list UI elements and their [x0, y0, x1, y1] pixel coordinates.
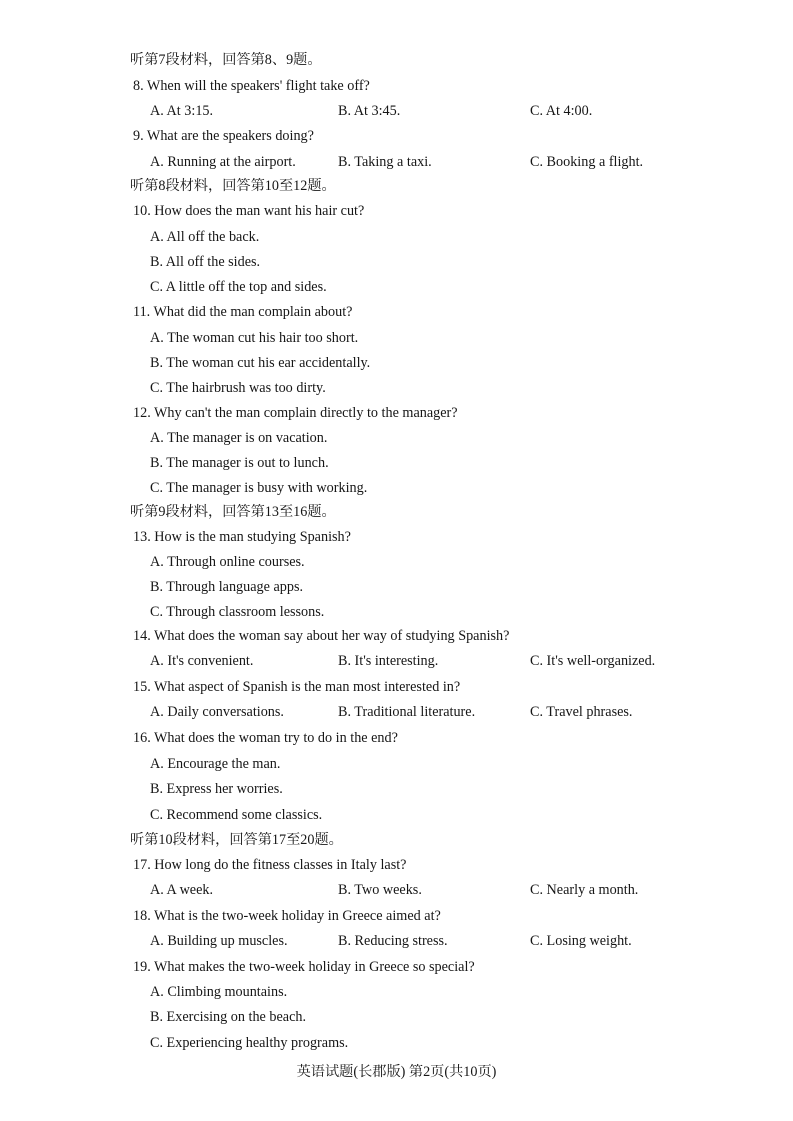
option-c: C. Experiencing healthy programs. — [150, 1035, 349, 1051]
question-stem: 17. How long do the fitness classes in Italy last? — [133, 857, 407, 873]
option-a: A. Climbing mountains. — [150, 984, 288, 1000]
option-c: C. Booking a flight. — [530, 154, 644, 170]
question-stem: 8. When will the speakers' flight take off? — [133, 78, 370, 94]
section-heading: 听第8段材料，回答第10至12题。 — [130, 178, 336, 194]
question-stem: 14. What does the woman say about her way of studying Spanish? — [133, 628, 510, 644]
option-b: B. Exercising on the beach. — [150, 1009, 307, 1025]
page-footer: 英语试题(长郡版) 第2页(共10页) — [296, 1064, 497, 1080]
section-heading: 听第10段材料，回答第17至20题。 — [130, 832, 343, 848]
option-a: A. Building up muscles. — [150, 933, 288, 949]
option-a: A. All off the back. — [150, 229, 260, 245]
option-c: C. Recommend some classics. — [150, 807, 323, 823]
section-heading: 听第9段材料，回答第13至16题。 — [130, 504, 336, 520]
option-a: A. The woman cut his hair too short. — [150, 330, 359, 346]
option-c: C. Losing weight. — [530, 933, 632, 949]
question-stem: 13. How is the man studying Spanish? — [133, 529, 351, 545]
option-b: B. Reducing stress. — [338, 933, 448, 949]
option-b: B. Through language apps. — [150, 579, 304, 595]
option-a: A. The manager is on vacation. — [150, 430, 328, 446]
option-c: C. The hairbrush was too dirty. — [150, 380, 326, 396]
option-a: A. At 3:15. — [150, 103, 214, 119]
option-c: C. Nearly a month. — [530, 882, 639, 898]
question-stem: 18. What is the two-week holiday in Greece aimed at? — [133, 908, 441, 924]
question-stem: 12. Why can't the man complain directly to the manager? — [133, 405, 458, 421]
question-stem: 19. What makes the two-week holiday in Greece so special? — [133, 959, 475, 975]
question-stem: 9. What are the speakers doing? — [133, 128, 314, 144]
option-b: B. All off the sides. — [150, 254, 261, 270]
option-a: A. Encourage the man. — [150, 756, 281, 772]
option-a: A. A week. — [150, 882, 214, 898]
option-b: B. Taking a taxi. — [338, 154, 432, 170]
option-b: B. Express her worries. — [150, 781, 283, 797]
option-b: B. Traditional literature. — [338, 704, 476, 720]
question-stem: 16. What does the woman try to do in the end? — [133, 730, 398, 746]
option-b: B. At 3:45. — [338, 103, 401, 119]
option-a: A. Daily conversations. — [150, 704, 284, 720]
option-a: A. Through online courses. — [150, 554, 305, 570]
question-stem: 15. What aspect of Spanish is the man most interested in? — [133, 679, 461, 695]
option-a: A. It's convenient. — [150, 653, 254, 669]
question-stem: 10. How does the man want his hair cut? — [133, 203, 365, 219]
option-b: B. The woman cut his ear accidentally. — [150, 355, 371, 371]
option-c: C. The manager is busy with working. — [150, 480, 368, 496]
section-heading: 听第7段材料，回答第8、9题。 — [130, 52, 322, 68]
option-c: C. At 4:00. — [530, 103, 593, 119]
option-a: A. Running at the airport. — [150, 154, 296, 170]
option-b: B. The manager is out to lunch. — [150, 455, 329, 471]
option-c: C. Travel phrases. — [530, 704, 633, 720]
option-b: B. It's interesting. — [338, 653, 439, 669]
option-c: C. A little off the top and sides. — [150, 279, 327, 295]
question-stem: 11. What did the man complain about? — [133, 304, 353, 320]
option-b: B. Two weeks. — [338, 882, 422, 898]
option-c: C. It's well-organized. — [530, 653, 656, 669]
option-c: C. Through classroom lessons. — [150, 604, 325, 620]
